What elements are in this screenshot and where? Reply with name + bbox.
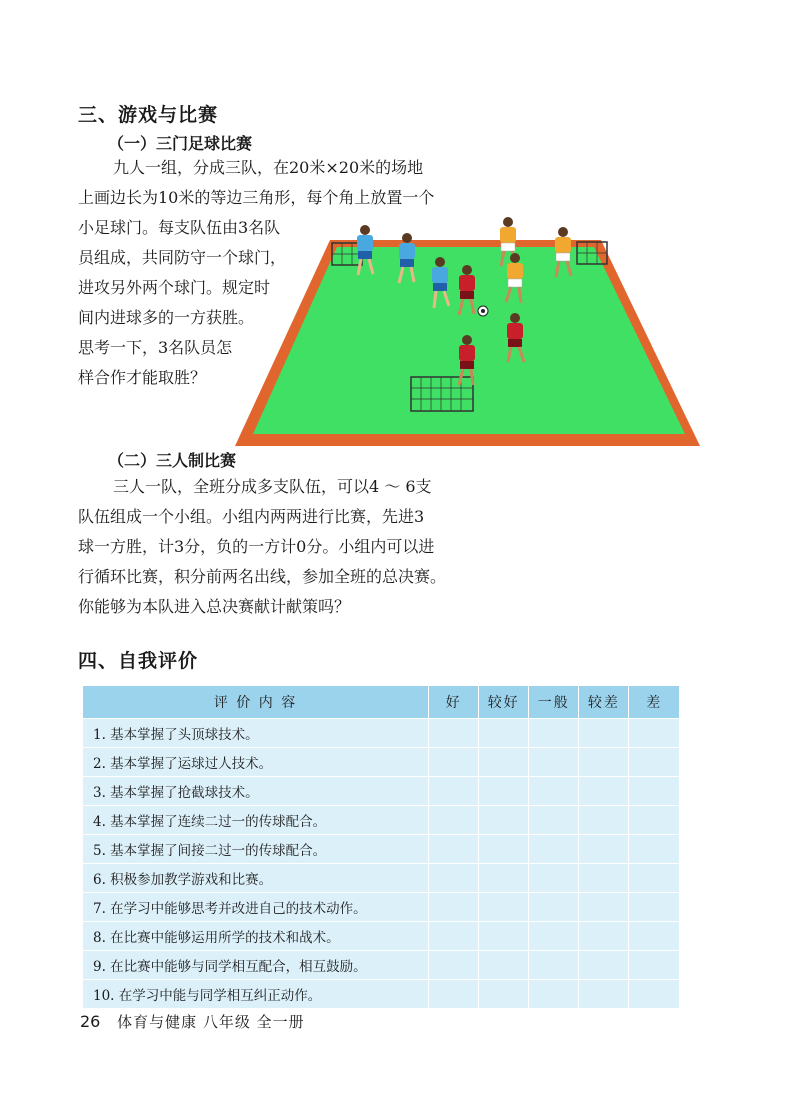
evaluation-item: 1. 基本掌握了头顶球技术。 <box>83 719 429 748</box>
text-line: 你能够为本队进入总决赛献计献策吗？ <box>78 597 351 616</box>
rating-cell[interactable] <box>479 748 529 777</box>
rating-cell[interactable] <box>629 777 679 806</box>
page-number: 26 <box>80 1012 101 1031</box>
rating-cell[interactable] <box>579 806 629 835</box>
rating-cell[interactable] <box>529 922 579 951</box>
evaluation-item: 6. 积极参加教学游戏和比赛。 <box>83 864 429 893</box>
table-row <box>83 922 679 951</box>
table-row <box>83 893 679 922</box>
text-line: 上画边长为10米的等边三角形，每个角上放置一个 <box>78 188 435 207</box>
table-row <box>83 806 679 835</box>
rating-cell[interactable] <box>479 719 529 748</box>
rating-cell[interactable] <box>429 980 479 1009</box>
rating-cell[interactable] <box>629 719 679 748</box>
rating-cell[interactable] <box>479 951 529 980</box>
rating-cell[interactable] <box>579 980 629 1009</box>
rating-cell[interactable] <box>629 748 679 777</box>
rating-cell[interactable] <box>479 922 529 951</box>
rating-cell[interactable] <box>479 835 529 864</box>
section-title-self-evaluation: 四、自我评价 <box>78 650 199 672</box>
rating-cell[interactable] <box>579 777 629 806</box>
rating-cell[interactable] <box>629 951 679 980</box>
evaluation-item: 9. 在比赛中能够与同学相互配合，相互鼓励。 <box>83 951 429 980</box>
header-fairly-poor: 较差 <box>579 686 629 719</box>
rating-cell[interactable] <box>579 835 629 864</box>
rating-cell[interactable] <box>529 777 579 806</box>
rating-cell[interactable] <box>529 951 579 980</box>
rating-cell[interactable] <box>579 922 629 951</box>
rating-cell[interactable] <box>579 951 629 980</box>
table-row <box>83 777 679 806</box>
subsection-title-three-goal: （一）三门足球比赛 <box>108 134 253 153</box>
evaluation-item: 4. 基本掌握了连续二过一的传球配合。 <box>83 806 429 835</box>
evaluation-item: 8. 在比赛中能够运用所学的技术和战术。 <box>83 922 429 951</box>
text-line: 思考一下，3名队员怎 <box>78 338 233 357</box>
evaluation-item: 10. 在学习中能与同学相互纠正动作。 <box>83 980 429 1009</box>
rating-cell[interactable] <box>629 893 679 922</box>
rating-cell[interactable] <box>429 748 479 777</box>
rating-cell[interactable] <box>429 864 479 893</box>
self-evaluation-table <box>83 686 679 1009</box>
soccer-ball <box>478 306 488 316</box>
rating-cell[interactable] <box>579 864 629 893</box>
text-line: 进攻另外两个球门。规定时 <box>78 278 271 297</box>
rating-cell[interactable] <box>629 922 679 951</box>
table-row <box>83 864 679 893</box>
rating-cell[interactable] <box>529 835 579 864</box>
rating-cell[interactable] <box>479 893 529 922</box>
rating-cell[interactable] <box>479 806 529 835</box>
rating-cell[interactable] <box>529 864 579 893</box>
evaluation-item: 5. 基本掌握了间接二过一的传球配合。 <box>83 835 429 864</box>
table-header-row <box>83 686 679 719</box>
text-line: 九人一组，分成三队，在20米×20米的场地 <box>113 158 424 177</box>
header-fairly-good: 较好 <box>479 686 529 719</box>
rating-cell[interactable] <box>429 835 479 864</box>
text-line: 样合作才能取胜？ <box>78 368 207 387</box>
rating-cell[interactable] <box>479 777 529 806</box>
rating-cell[interactable] <box>429 719 479 748</box>
page-footer <box>80 1011 305 1032</box>
evaluation-item: 2. 基本掌握了运球过人技术。 <box>83 748 429 777</box>
rating-cell[interactable] <box>629 980 679 1009</box>
text-line: 行循环比赛，积分前两名出线，参加全班的总决赛。 <box>78 567 447 586</box>
text-line: 小足球门。每支队伍由3名队 <box>78 218 281 237</box>
subsection-title-three-a-side: （二）三人制比赛 <box>108 451 237 470</box>
rating-cell[interactable] <box>629 806 679 835</box>
rating-cell[interactable] <box>529 893 579 922</box>
rating-cell[interactable] <box>529 980 579 1009</box>
header-poor: 差 <box>629 686 679 719</box>
rating-cell[interactable] <box>579 893 629 922</box>
text-line: 三人一队，全班分成多支队伍，可以4 ～ 6支 <box>113 477 432 496</box>
header-content: 评 价 内 容 <box>83 686 429 719</box>
rating-cell[interactable] <box>479 864 529 893</box>
rating-cell[interactable] <box>429 922 479 951</box>
text-line: 队伍组成一个小组。小组内两两进行比赛，先进3 <box>78 507 425 526</box>
rating-cell[interactable] <box>579 748 629 777</box>
table-row <box>83 835 679 864</box>
rating-cell[interactable] <box>429 893 479 922</box>
table-row <box>83 719 679 748</box>
rating-cell[interactable] <box>529 748 579 777</box>
rating-cell[interactable] <box>479 980 529 1009</box>
table-row <box>83 748 679 777</box>
table-row <box>83 951 679 980</box>
evaluation-item: 3. 基本掌握了抢截球技术。 <box>83 777 429 806</box>
rating-cell[interactable] <box>579 719 629 748</box>
section-title-games: 三、游戏与比赛 <box>78 104 219 126</box>
rating-cell[interactable] <box>629 864 679 893</box>
text-line: 员组成，共同防守一个球门， <box>78 248 287 267</box>
rating-cell[interactable] <box>429 806 479 835</box>
table-row <box>83 980 679 1009</box>
three-a-side-rules <box>78 472 446 622</box>
evaluation-item: 7. 在学习中能够思考并改进自己的技术动作。 <box>83 893 429 922</box>
rating-cell[interactable] <box>629 835 679 864</box>
rating-cell[interactable] <box>529 719 579 748</box>
book-title: 体育与健康 八年级 全一册 <box>117 1013 305 1031</box>
three-goal-field-illustration <box>215 210 705 455</box>
text-line: 间内进球多的一方获胜。 <box>78 308 255 327</box>
rating-cell[interactable] <box>529 806 579 835</box>
rating-cell[interactable] <box>429 777 479 806</box>
header-average: 一般 <box>529 686 579 719</box>
text-line: 球一方胜，计3分，负的一方计0分。小组内可以进 <box>78 537 435 556</box>
header-good: 好 <box>429 686 479 719</box>
rating-cell[interactable] <box>429 951 479 980</box>
